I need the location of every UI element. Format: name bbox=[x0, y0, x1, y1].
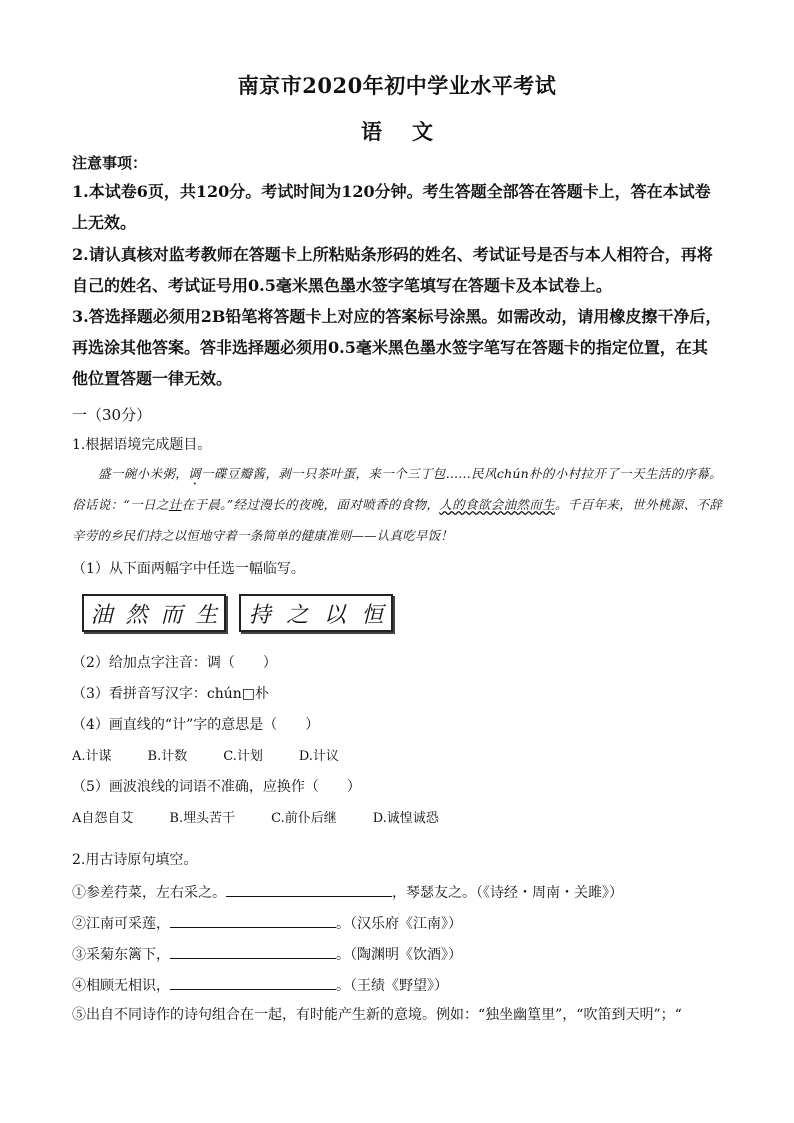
calligraphy-char: 油 bbox=[90, 602, 113, 628]
option-c: C.前仆后继 bbox=[271, 811, 337, 826]
q2-line-1 bbox=[72, 880, 623, 902]
notice-item-3 bbox=[72, 301, 724, 394]
option-a: A自怨自艾 bbox=[72, 811, 134, 826]
poem-prompt: ②江南可采莲， bbox=[72, 916, 170, 932]
poem-source: ，琴瑟友之。（《诗经・周南・关雎》） bbox=[392, 885, 623, 901]
option-c: C.计划 bbox=[223, 749, 263, 764]
notice-heading: 注意事项： bbox=[72, 154, 148, 172]
calligraphy-char: 而 bbox=[160, 602, 183, 628]
q1-sub4: （4）画直线的“计”字的意思是（ ） bbox=[72, 717, 320, 733]
poem-prompt: ③采菊东篱下， bbox=[72, 947, 170, 963]
subject-char-2: 文 bbox=[412, 119, 433, 144]
q1-stem: 1.根据语境完成题目。 bbox=[72, 437, 212, 453]
notice-line: 再选涂其他答案。答非选择题必须用0.5毫米黑色墨水签字笔写在答题卡的指定位置，在其 bbox=[72, 338, 708, 357]
wavy-underlined-phrase: 人的食欲会油然而生 bbox=[439, 497, 555, 512]
q2-line-5: ⑤出自不同诗作的诗句组合在一起，有时能产生新的意境。例如：“独坐幽篁里”，“吹笛到天明”；“ bbox=[72, 1007, 682, 1023]
q1-sub2: （2）给加点字注音：调（ ） bbox=[72, 655, 277, 671]
poem-prompt: ④相顾无相识， bbox=[72, 978, 170, 994]
poem-source: 。（汉乐府《江南》） bbox=[336, 916, 462, 932]
answer-blank[interactable] bbox=[170, 911, 336, 928]
passage-text: 年来，世外桃源、不辞辛劳的乡民们持之以恒地守着一条简单的健康准则——认真吃早饭！ bbox=[72, 497, 722, 543]
q1-sub4-options bbox=[72, 745, 375, 764]
poem-source: 。（陶渊明《饮酒》） bbox=[336, 947, 462, 963]
q1-sub5: （5）画波浪线的词语不准确，应换作（ ） bbox=[72, 779, 361, 795]
option-b: B.埋头苦干 bbox=[169, 811, 236, 826]
passage-text: 在于晨。”经过漫长的夜晚，面对喷香的食物， bbox=[181, 497, 440, 512]
q2-stem: 2.用古诗原句填空。 bbox=[72, 852, 198, 868]
underlined-char: 计 bbox=[168, 497, 182, 512]
calligraphy-char: 恒 bbox=[361, 602, 384, 628]
poem-prompt: ①参差荇菜，左右采之。 bbox=[72, 885, 226, 901]
dotted-char: 调 bbox=[188, 466, 201, 481]
calligraphy-sample-a bbox=[82, 594, 226, 632]
passage-text: 一碟豆瓣酱，剥一只茶叶蛋，来一个三丁包……民风chún朴的小村拉开了一天生活 bbox=[201, 466, 671, 481]
option-b: B.计数 bbox=[147, 749, 188, 764]
q1-sub3: （3）看拼音写汉字：chún□朴 bbox=[72, 686, 270, 702]
calligraphy-char: 然 bbox=[125, 602, 148, 628]
passage-text: 盛一碗小米粥， bbox=[98, 466, 189, 481]
calligraphy-char: 以 bbox=[323, 602, 346, 628]
q1-passage bbox=[72, 458, 722, 551]
section-heading: 一（30分） bbox=[72, 406, 152, 424]
notice-line: 上无效。 bbox=[72, 213, 137, 232]
calligraphy-char: 之 bbox=[286, 602, 309, 628]
notice-line: 3.答选择题必须用2B铅笔将答题卡上对应的答案标号涂黑。如需改动，请用橡皮擦干净后， bbox=[72, 307, 722, 326]
option-d: D.计议 bbox=[298, 749, 339, 764]
calligraphy-char: 持 bbox=[248, 602, 271, 628]
passage-text: 。千百 bbox=[554, 497, 594, 512]
option-a: A.计谋 bbox=[72, 749, 112, 764]
subject-char-1: 语 bbox=[361, 119, 382, 144]
notice-item-1 bbox=[72, 176, 724, 238]
exam-title: 南京市2020年初中学业水平考试 bbox=[237, 73, 557, 98]
answer-blank[interactable] bbox=[170, 973, 336, 990]
notice-line: 他位置答题一律无效。 bbox=[72, 369, 233, 388]
poem-source: 。（王绩《野望》） bbox=[336, 978, 448, 994]
q1-sub1: （1）从下面两幅字中任选一幅临写。 bbox=[72, 561, 305, 577]
answer-blank[interactable] bbox=[226, 880, 392, 897]
subject-title bbox=[0, 116, 794, 146]
q2-line-3 bbox=[72, 942, 462, 964]
q2-line-4 bbox=[72, 973, 448, 995]
calligraphy-char: 生 bbox=[195, 602, 218, 628]
answer-blank[interactable] bbox=[170, 942, 336, 959]
notice-line: 2.请认真核对监考教师在答题卡上所粘贴条形码的姓名、考试证号是否与本人相符合，再将 bbox=[72, 245, 713, 264]
notice-line: 自己的姓名、考试证号用0.5毫米黑色墨水签字笔填写在答题卡及本试卷上。 bbox=[72, 276, 612, 295]
option-d: D.诚惶诚恐 bbox=[372, 811, 439, 826]
q2-line-2 bbox=[72, 911, 462, 933]
q1-sub5-options bbox=[72, 807, 475, 826]
calligraphy-sample-b bbox=[239, 594, 393, 632]
notice-line: 1.本试卷6页，共120分。考试时间为120分钟。考生答题全部答在答题卡上，答在本试卷 bbox=[72, 182, 711, 201]
passage-text: 的序幕。俗话说：“一日之 bbox=[72, 466, 722, 512]
notice-item-2 bbox=[72, 239, 724, 301]
